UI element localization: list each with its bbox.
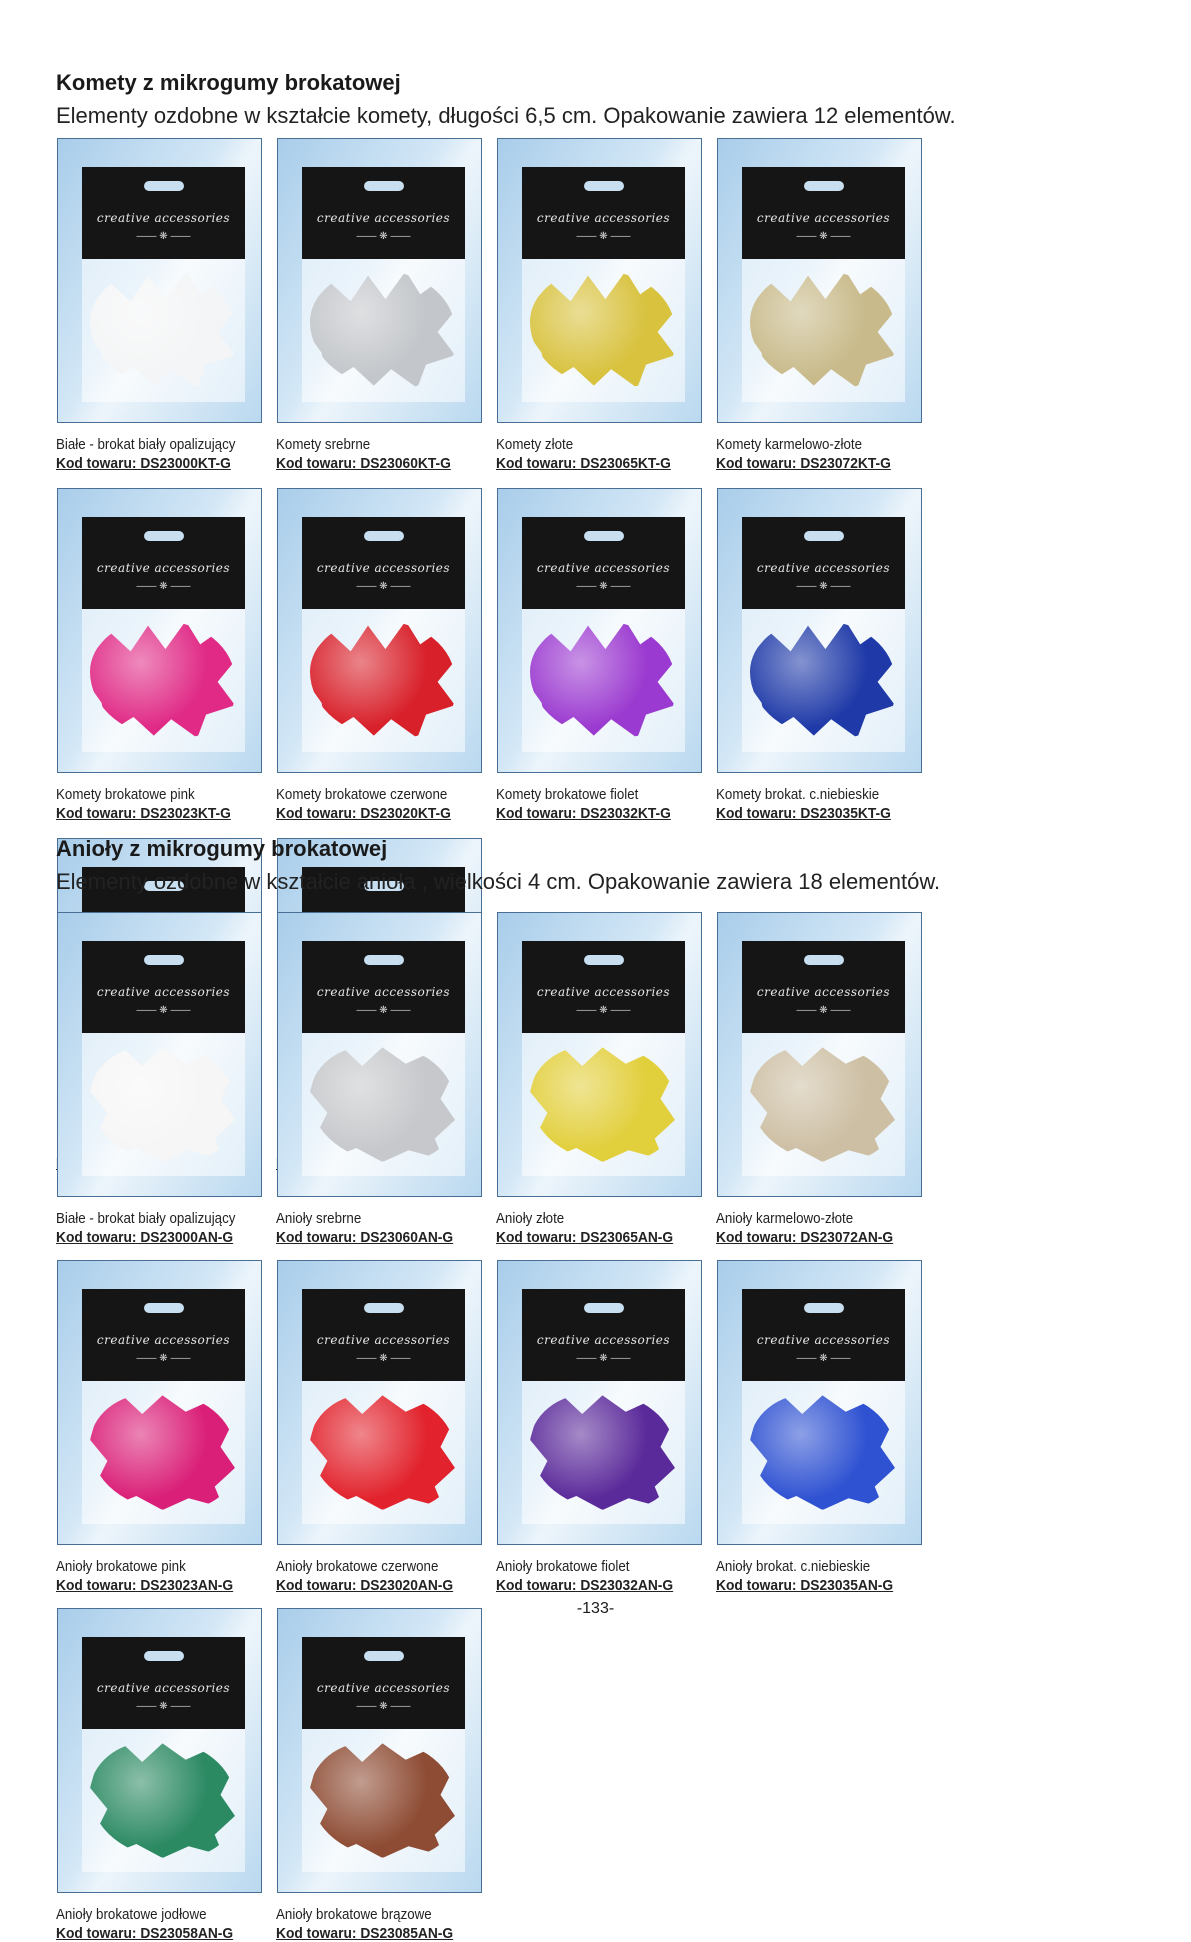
package-header	[522, 517, 685, 609]
hang-hole-icon	[804, 1303, 844, 1313]
product-card	[57, 138, 262, 472]
package-header	[82, 1637, 245, 1729]
product-card	[277, 912, 482, 1246]
hang-hole-icon	[804, 181, 844, 191]
product-card	[277, 1260, 482, 1594]
product-name: Komety brokat. c.niebieskie	[716, 787, 880, 803]
package-header	[742, 1289, 905, 1381]
product-name: Komety srebrne	[276, 437, 371, 453]
brand-label: creative accessories	[96, 1333, 231, 1347]
package-header	[82, 1289, 245, 1381]
product-card	[277, 1608, 482, 1942]
product-name: Anioły karmelowo-złote	[716, 1211, 854, 1227]
product-name: Anioły brokatowe pink	[56, 1559, 186, 1575]
product-photo	[277, 488, 482, 773]
product-code: Kod towaru: DS23065KT-G	[496, 455, 671, 472]
hang-hole-icon	[144, 955, 184, 965]
ornament-icon: —— ❋ ——	[576, 581, 631, 592]
brand-label: creative accessories	[536, 985, 671, 999]
product-code: Kod towaru: DS23058AN-G	[56, 1925, 234, 1942]
ornament-icon: —— ❋ ——	[796, 1005, 851, 1016]
product-code: Kod towaru: DS23032AN-G	[496, 1577, 674, 1594]
product-card	[57, 1260, 262, 1594]
product-name: Anioły brokatowe jodłowe	[56, 1907, 207, 1923]
ornament-icon: —— ❋ ——	[356, 1701, 411, 1712]
product-photo	[497, 1260, 702, 1545]
product-code: Kod towaru: DS23020AN-G	[276, 1577, 454, 1594]
hang-hole-icon	[364, 955, 404, 965]
product-name: Anioły brokatowe czerwone	[276, 1559, 439, 1575]
brand-label: creative accessories	[756, 1333, 891, 1347]
product-card	[57, 912, 262, 1246]
product-card	[497, 1260, 702, 1594]
ornament-icon: —— ❋ ——	[136, 231, 191, 242]
hang-hole-icon	[804, 955, 844, 965]
package-header	[302, 1289, 465, 1381]
ornament-icon: —— ❋ ——	[576, 231, 631, 242]
ornament-icon: —— ❋ ——	[356, 581, 411, 592]
hang-hole-icon	[584, 1303, 624, 1313]
section-subtitle: Elementy ozdobne w kształcie komety, długości 6,5 cm. Opakowanie zawiera 12 elementów.	[56, 103, 956, 128]
brand-label: creative accessories	[536, 1333, 671, 1347]
brand-label: creative accessories	[756, 561, 891, 575]
product-photo	[717, 138, 922, 423]
package-header	[742, 941, 905, 1033]
product-photo	[57, 1260, 262, 1545]
product-photo	[497, 488, 702, 773]
product-card	[57, 488, 262, 822]
hang-hole-icon	[144, 531, 184, 541]
product-photo	[277, 1608, 482, 1893]
product-code: Kod towaru: DS23065AN-G	[496, 1229, 674, 1246]
hang-hole-icon	[144, 1303, 184, 1313]
hang-hole-icon	[584, 531, 624, 541]
hang-hole-icon	[144, 181, 184, 191]
hang-hole-icon	[804, 531, 844, 541]
product-card	[717, 138, 922, 472]
product-photo	[57, 912, 262, 1197]
brand-label: creative accessories	[536, 561, 671, 575]
brand-label: creative accessories	[316, 211, 451, 225]
package-header	[742, 167, 905, 259]
product-card	[57, 1608, 262, 1942]
product-name: Komety brokatowe czerwone	[276, 787, 448, 803]
page-number: -133-	[576, 1600, 615, 1617]
product-code: Kod towaru: DS23060AN-G	[276, 1229, 454, 1246]
hang-hole-icon	[364, 181, 404, 191]
ornament-icon: —— ❋ ——	[356, 1353, 411, 1364]
product-card	[277, 488, 482, 822]
product-photo	[277, 912, 482, 1197]
section-title: Anioły z mikrogumy brokatowej	[56, 836, 388, 861]
product-code: Kod towaru: DS23072KT-G	[716, 455, 891, 472]
product-name: Anioły brokatowe brązowe	[276, 1907, 432, 1923]
product-card	[497, 138, 702, 472]
brand-label: creative accessories	[316, 1681, 451, 1695]
ornament-icon: —— ❋ ——	[796, 581, 851, 592]
brand-label: creative accessories	[316, 561, 451, 575]
product-photo	[497, 138, 702, 423]
package-header	[522, 941, 685, 1033]
brand-label: creative accessories	[96, 561, 231, 575]
product-photo	[717, 912, 922, 1197]
product-code: Kod towaru: DS23035KT-G	[716, 805, 891, 822]
product-photo	[497, 912, 702, 1197]
product-name: Komety karmelowo-złote	[716, 437, 863, 453]
product-card	[277, 138, 482, 472]
product-code: Kod towaru: DS23020KT-G	[276, 805, 451, 822]
product-name: Białe - brokat biały opalizujący	[56, 437, 236, 453]
package-header	[302, 1637, 465, 1729]
product-grid-angels	[57, 912, 1140, 1942]
brand-label: creative accessories	[756, 985, 891, 999]
brand-label: creative accessories	[96, 985, 231, 999]
product-photo	[57, 138, 262, 423]
product-photo	[57, 1608, 262, 1893]
product-name: Anioły srebrne	[276, 1211, 362, 1227]
hang-hole-icon	[364, 531, 404, 541]
product-name: Komety złote	[496, 437, 574, 453]
package-header	[302, 517, 465, 609]
product-card	[497, 912, 702, 1246]
product-card	[497, 488, 702, 822]
product-photo	[277, 1260, 482, 1545]
package-header	[82, 167, 245, 259]
hang-hole-icon	[364, 1303, 404, 1313]
ornament-icon: —— ❋ ——	[576, 1005, 631, 1016]
product-code: Kod towaru: DS23085AN-G	[276, 1925, 454, 1942]
product-code: Kod towaru: DS23023KT-G	[56, 805, 231, 822]
product-card	[717, 1260, 922, 1594]
product-code: Kod towaru: DS23032KT-G	[496, 805, 671, 822]
brand-label: creative accessories	[536, 211, 671, 225]
ornament-icon: —— ❋ ——	[796, 1353, 851, 1364]
product-code: Kod towaru: DS23060KT-G	[276, 455, 451, 472]
package-header	[302, 167, 465, 259]
hang-hole-icon	[584, 181, 624, 191]
product-photo	[717, 488, 922, 773]
product-card	[717, 912, 922, 1246]
package-header	[82, 941, 245, 1033]
package-header	[522, 1289, 685, 1381]
product-code: Kod towaru: DS23072AN-G	[716, 1229, 894, 1246]
section-title: Komety z mikrogumy brokatowej	[56, 70, 401, 95]
hang-hole-icon	[144, 1651, 184, 1661]
brand-label: creative accessories	[96, 211, 231, 225]
package-header	[82, 517, 245, 609]
ornament-icon: —— ❋ ——	[356, 231, 411, 242]
brand-label: creative accessories	[756, 211, 891, 225]
hang-hole-icon	[364, 1651, 404, 1661]
brand-label: creative accessories	[96, 1681, 231, 1695]
ornament-icon: —— ❋ ——	[796, 231, 851, 242]
product-code: Kod towaru: DS23000KT-G	[56, 455, 231, 472]
ornament-icon: —— ❋ ——	[136, 1005, 191, 1016]
product-name: Anioły złote	[496, 1211, 565, 1227]
product-code: Kod towaru: DS23023AN-G	[56, 1577, 234, 1594]
ornament-icon: —— ❋ ——	[136, 581, 191, 592]
section-subtitle: Elementy ozdobne w kształcie anioła , wielkości 4 cm. Opakowanie zawiera 18 elementów.	[56, 869, 941, 894]
product-name: Komety brokatowe pink	[56, 787, 195, 803]
package-header	[742, 517, 905, 609]
ornament-icon: —— ❋ ——	[136, 1353, 191, 1364]
product-name: Komety brokatowe fiolet	[496, 787, 639, 803]
product-card	[717, 488, 922, 822]
product-photo	[277, 138, 482, 423]
product-code: Kod towaru: DS23000AN-G	[56, 1229, 234, 1246]
hang-hole-icon	[584, 955, 624, 965]
product-name: Anioły brokatowe fiolet	[496, 1559, 630, 1575]
product-photo	[717, 1260, 922, 1545]
ornament-icon: —— ❋ ——	[576, 1353, 631, 1364]
package-header	[302, 941, 465, 1033]
product-name: Anioły brokat. c.niebieskie	[716, 1559, 871, 1575]
brand-label: creative accessories	[316, 985, 451, 999]
brand-label: creative accessories	[316, 1333, 451, 1347]
package-header	[522, 167, 685, 259]
ornament-icon: —— ❋ ——	[356, 1005, 411, 1016]
product-code: Kod towaru: DS23035AN-G	[716, 1577, 894, 1594]
ornament-icon: —— ❋ ——	[136, 1701, 191, 1712]
product-photo	[57, 488, 262, 773]
product-name: Białe - brokat biały opalizujący	[56, 1211, 236, 1227]
